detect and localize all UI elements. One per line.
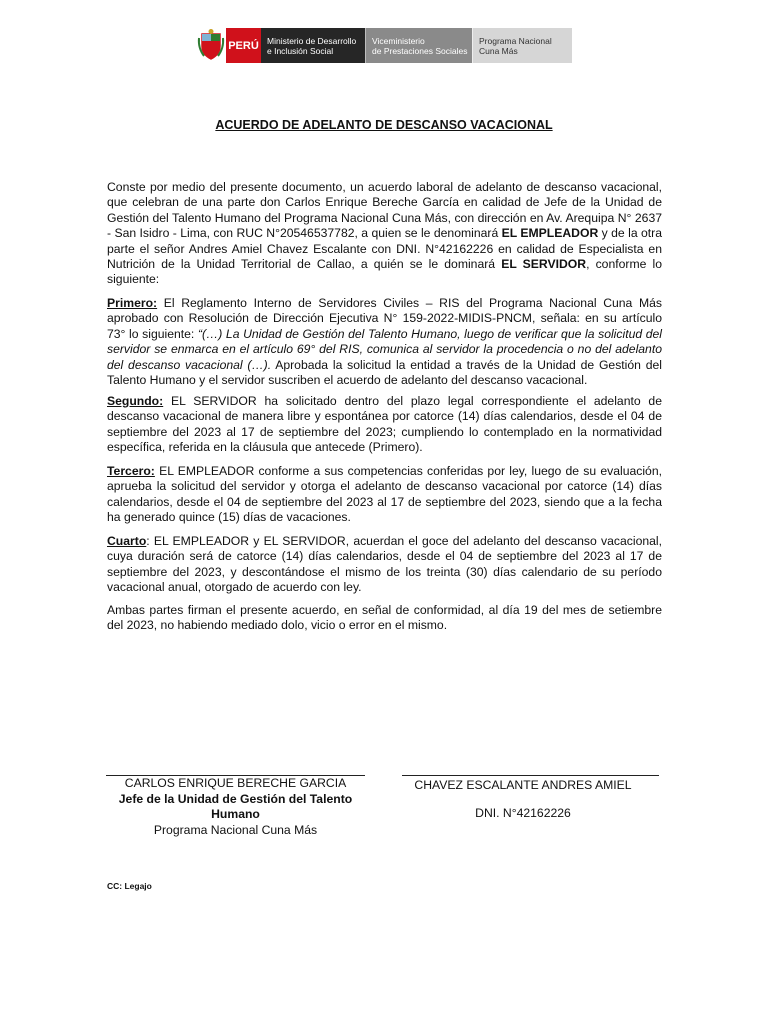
clause-cuarto-label: Cuarto xyxy=(107,534,147,548)
intro-text-2: y de la otra parte el señor Andres Amiel Chavez Escalante con DNI. N°42162226 en calidad de Especialista en Nutrición de la Unidad Territorial de Callao, a quién se le dominará xyxy=(107,226,662,272)
vice-line-2: de Prestaciones Sociales xyxy=(372,45,468,56)
document-title: ACUERDO DE ADELANTO DE DESCANSO VACACIONAL xyxy=(215,118,553,132)
employer-signatory-role: Jefe de la Unidad de Gestión del Talento Humano xyxy=(118,791,353,821)
programa-line-2: Cuna Más xyxy=(479,45,518,56)
empleador-term: EL EMPLEADOR xyxy=(501,226,599,241)
clause-tercero xyxy=(107,464,662,526)
servant-signatory-dni: DNI. N°42162226 xyxy=(475,805,571,820)
clause-segundo-label: Segundo: xyxy=(107,394,164,408)
coat-of-arms-icon xyxy=(196,28,226,63)
peru-label: PERÚ xyxy=(226,28,261,63)
ministerio-line-1: Ministerio de Desarrollo xyxy=(267,35,357,46)
intro-paragraph xyxy=(107,180,662,288)
ministerio-logo-text xyxy=(261,28,365,63)
signature-block-employer xyxy=(106,776,365,838)
clause-primero-quote: “(…) La Unidad de Gestión del Talento Humano, luego de verificar que la solicitud del servidor se enmarca en el artículo 69° del RIS, comunica al servidor la procedencia o no del adelanto del descanso vacacional (…). xyxy=(107,326,663,372)
clause-tercero-text: EL EMPLEADOR conforme a sus competencias conferidas por ley, luego de su evaluación, aprueba la solicitud del servidor y otorga el adelanto de descanso vacacional por catorce (14) días calendarios, desde el 04 de septiembre del 2023 al 17 de septiembre del 2023, siendo que a la fecha ha generado quince (15) días de vacaciones. xyxy=(107,464,662,525)
ministerio-line-2: e Inclusión Social xyxy=(267,45,334,56)
employer-signatory-name: CARLOS ENRIQUE BERECHE GARCIA xyxy=(124,776,347,790)
intro-text-3: , conforme lo siguiente: xyxy=(107,257,662,287)
clause-segundo xyxy=(107,394,662,456)
intro-text-1: Conste por medio del presente documento, un acuerdo laboral de adelanto de descanso vacacional, que celebran de una parte don Carlos Enrique Bereche García en calidad de Jefe de la Unidad de Gestión del Talento Humano del Programa Nacional Cuna Más, con dirección en Av. Arequipa N° 2637 - San Isidro - Lima, con RUC N°20546537782, a quien se le denominará xyxy=(107,180,662,241)
header-logo-bar xyxy=(196,28,572,63)
clause-segundo-text: EL SERVIDOR ha solicitado dentro del plazo legal correspondiente el adelanto de descanso vacacional de manera libre y espontánea por catorce (14) días calendarios, desde el 04 de septiembre del 2023 al 17 de septiembre del 2023; cumpliendo lo contemplado en la normatividad específica, referida en la cláusula que antecede (Primero). xyxy=(107,394,662,455)
viceministerio-logo-text xyxy=(365,28,472,63)
signature-spacer xyxy=(402,794,644,806)
clause-cuarto-text: : EL EMPLEADOR y EL SERVIDOR, acuerdan el goce del adelanto del descanso vacacional, cuya duración será de catorce (14) días calendarios, desde el 04 de septiembre del 2023 al 17 de septiembre del 2023, y descontándose el mismo de los treinta (30) días calendario de su período vacacional anual, otorgado de acuerdo con ley. xyxy=(107,534,662,595)
servant-signatory-name: CHAVEZ ESCALANTE ANDRES AMIEL xyxy=(414,778,632,792)
clause-primero-text-2: Aprobada la solicitud la entidad a través de la Unidad de Gestión del Talento Humano y el servidor suscriben el acuerdo de adelanto del descanso vacacional. xyxy=(107,357,663,388)
cc-legajo: CC: Legajo xyxy=(107,881,152,891)
servidor-term: EL SERVIDOR xyxy=(501,257,587,272)
programa-line-1: Programa Nacional xyxy=(479,35,552,46)
clause-cuarto xyxy=(107,534,662,596)
programa-logo-text xyxy=(472,28,572,63)
clause-primero xyxy=(107,296,662,388)
employer-signatory-org: Programa Nacional Cuna Más xyxy=(153,822,318,837)
clause-primero-text-1: El Reglamento Interno de Servidores Civiles – RIS del Programa Nacional Cuna Más aprobado con Resolución de Dirección Ejecutiva N° 159-2022-MIDIS-PNCM, señala: en su artículo 73° lo siguiente: xyxy=(107,296,662,341)
clause-tercero-label: Tercero: xyxy=(107,464,155,478)
vice-line-1: Viceministerio xyxy=(372,35,425,46)
closing-paragraph: Ambas partes firman el presente acuerdo, en señal de conformidad, al día 19 del mes de setiembre del 2023, no habiendo mediado dolo, vicio o error en el mismo. xyxy=(107,603,662,633)
signature-block-servant xyxy=(402,778,644,821)
signature-line-right xyxy=(402,775,659,776)
clause-primero-label: Primero: xyxy=(107,296,158,310)
